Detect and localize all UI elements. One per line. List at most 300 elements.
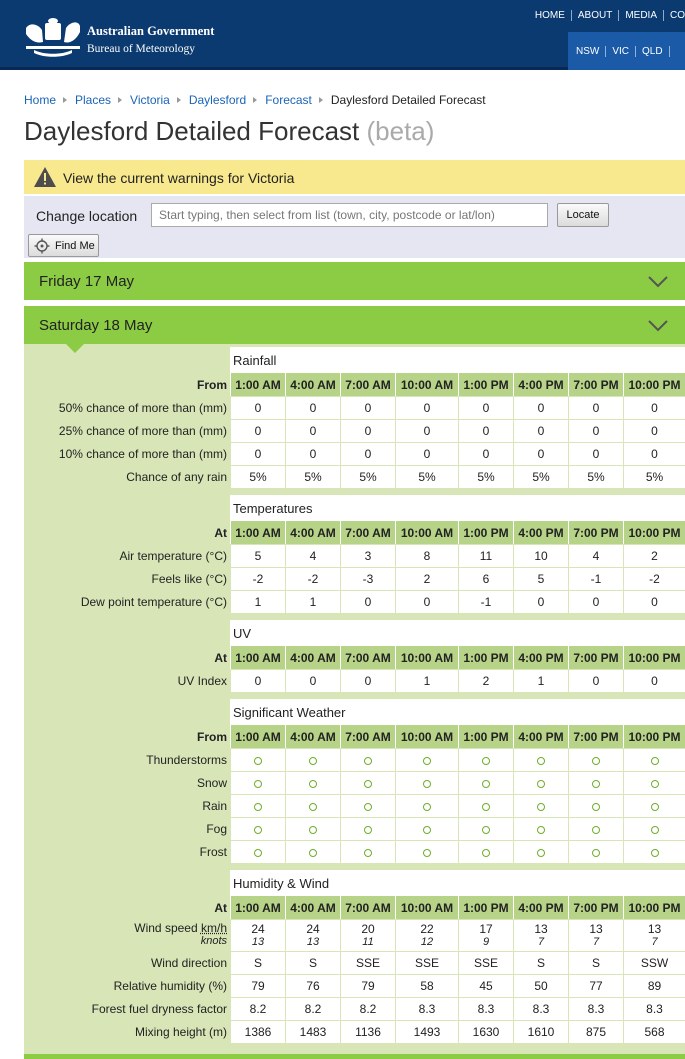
value-cell: 0 — [623, 669, 685, 692]
value-cell: 89 — [623, 974, 685, 997]
time-header: 4:00 PM — [513, 646, 568, 669]
breadcrumb-arrow-icon — [118, 97, 122, 103]
time-header: 4:00 AM — [285, 896, 340, 919]
value-cell: 5% — [458, 465, 513, 488]
value-cell: 0 — [568, 419, 623, 442]
change-location-panel — [24, 196, 685, 258]
clear-dot-icon — [482, 803, 490, 811]
time-header: 1:00 PM — [458, 725, 513, 748]
status-cell — [340, 840, 395, 863]
value-cell: 568 — [623, 1020, 685, 1043]
status-cell — [395, 748, 458, 771]
value-cell: 0 — [230, 669, 285, 692]
row-label: Fog — [206, 821, 227, 836]
wind-knots: 7 — [651, 935, 658, 948]
value-cell: 0 — [513, 590, 568, 613]
time-header: 4:00 AM — [285, 521, 340, 544]
status-cell — [458, 840, 513, 863]
clear-dot-icon — [592, 826, 600, 834]
chevron-down-icon — [648, 276, 668, 288]
time-header: 1:00 AM — [230, 521, 285, 544]
status-cell — [458, 817, 513, 840]
rainfall-table — [24, 373, 685, 488]
breadcrumb-arrow-icon — [319, 97, 323, 103]
value-cell: -3 — [340, 567, 395, 590]
time-header: 1:00 PM — [458, 521, 513, 544]
status-cell — [568, 794, 623, 817]
status-cell — [513, 794, 568, 817]
value-cell: 8.2 — [230, 997, 285, 1020]
status-cell — [623, 771, 685, 794]
wind-kmh: 13 — [534, 921, 548, 936]
status-cell — [340, 794, 395, 817]
breadcrumb-home[interactable]: Home — [24, 93, 57, 107]
value-cell: 45 — [458, 974, 513, 997]
row-label: At — [214, 900, 227, 915]
value-cell: -2 — [285, 567, 340, 590]
forecast-detail — [24, 344, 685, 1059]
row-label: From — [197, 377, 227, 392]
wind-kmh: 24 — [251, 921, 265, 936]
value-cell: 6 — [458, 567, 513, 590]
table-row — [24, 442, 685, 465]
clear-dot-icon — [592, 757, 600, 765]
status-cell — [458, 748, 513, 771]
time-header: 4:00 AM — [285, 725, 340, 748]
humidity-wind-table — [24, 896, 685, 1043]
status-cell — [285, 748, 340, 771]
kmh-unit[interactable]: km/h — [200, 921, 227, 935]
section-title: UV — [230, 620, 685, 646]
status-cell — [458, 794, 513, 817]
clear-dot-icon — [309, 780, 317, 788]
table-row — [24, 817, 685, 840]
breadcrumb-arrow-icon — [253, 97, 257, 103]
value-cell: 5% — [568, 465, 623, 488]
time-header: 4:00 PM — [513, 896, 568, 919]
find-me-label: Find Me — [55, 239, 95, 252]
day-header-saturday[interactable] — [24, 306, 685, 344]
time-header: 7:00 PM — [568, 373, 623, 396]
value-cell: 1386 — [230, 1020, 285, 1043]
warnings-link[interactable]: View the current warnings for Victoria — [63, 170, 295, 186]
value-cell: 1 — [285, 590, 340, 613]
value-cell: 76 — [285, 974, 340, 997]
value-cell: 0 — [458, 419, 513, 442]
clear-dot-icon — [651, 757, 659, 765]
value-cell: 77 — [568, 974, 623, 997]
value-cell: 5% — [285, 465, 340, 488]
clear-dot-icon — [537, 780, 545, 788]
row-label: Thunderstorms — [146, 752, 227, 767]
value-cell: 8 — [395, 544, 458, 567]
value-cell: 3 — [340, 544, 395, 567]
value-cell: 0 — [395, 419, 458, 442]
breadcrumb-current: Daylesford Detailed Forecast — [330, 93, 486, 107]
value-cell: 0 — [340, 669, 395, 692]
value-cell: 0 — [623, 396, 685, 419]
time-header: 1:00 AM — [230, 725, 285, 748]
row-label: Feels like (°C) — [151, 571, 227, 586]
table-row — [24, 794, 685, 817]
value-cell: 5% — [340, 465, 395, 488]
clear-dot-icon — [423, 849, 431, 857]
clear-dot-icon — [651, 803, 659, 811]
section-title: Rainfall — [230, 347, 685, 373]
time-header: 4:00 PM — [513, 725, 568, 748]
wind-knots: 7 — [537, 935, 545, 948]
state-divider — [669, 46, 670, 57]
row-label: Dew point temperature (°C) — [80, 594, 227, 609]
breadcrumb-daylesford[interactable]: Daylesford — [188, 93, 247, 107]
status-cell — [395, 840, 458, 863]
find-me-button[interactable] — [28, 234, 99, 257]
breadcrumb-places[interactable]: Places — [75, 93, 112, 107]
row-label: At — [214, 525, 227, 540]
nav-home[interactable]: HOME — [534, 9, 565, 21]
status-cell — [513, 817, 568, 840]
status-cell — [285, 840, 340, 863]
status-cell — [568, 771, 623, 794]
value-cell: 0 — [623, 419, 685, 442]
clear-dot-icon — [482, 826, 490, 834]
coat-of-arms-logo[interactable] — [20, 12, 86, 58]
time-header: 7:00 AM — [340, 646, 395, 669]
time-header: 4:00 PM — [513, 521, 568, 544]
breadcrumb — [24, 93, 486, 107]
time-header: 10:00 AM — [395, 521, 458, 544]
time-header: 10:00 AM — [395, 373, 458, 396]
row-label: Air temperature (°C) — [119, 548, 227, 563]
status-cell — [568, 817, 623, 840]
section-title: Significant Weather — [230, 699, 685, 725]
value-cell: 1136 — [340, 1020, 395, 1043]
clear-dot-icon — [537, 849, 545, 857]
wind-speed-cell — [513, 919, 568, 951]
status-cell — [568, 840, 623, 863]
wind-speed-cell — [458, 919, 513, 951]
state-nsw[interactable]: NSW — [576, 45, 600, 57]
value-cell: 1610 — [513, 1020, 568, 1043]
table-row — [24, 590, 685, 613]
clear-dot-icon — [309, 849, 317, 857]
nav-contact[interactable]: CO — [670, 9, 685, 21]
time-header: 7:00 AM — [340, 373, 395, 396]
value-cell: 0 — [285, 396, 340, 419]
status-cell — [340, 817, 395, 840]
header-row — [24, 725, 685, 748]
time-header: 10:00 AM — [395, 646, 458, 669]
value-cell: 10 — [513, 544, 568, 567]
value-cell: 4 — [568, 544, 623, 567]
status-cell — [285, 817, 340, 840]
value-cell: 4 — [285, 544, 340, 567]
nav-media[interactable]: MEDIA — [625, 9, 657, 21]
row-label: Frost — [199, 844, 227, 859]
row-label: Forest fuel dryness factor — [91, 1001, 227, 1016]
row-label: Rain — [202, 798, 227, 813]
row-label: 10% chance of more than (mm) — [58, 446, 227, 461]
value-cell: 0 — [513, 442, 568, 465]
clear-dot-icon — [423, 803, 431, 811]
value-cell: 0 — [568, 669, 623, 692]
table-row — [24, 974, 685, 997]
header-row — [24, 646, 685, 669]
day-label-friday: Friday 17 May — [39, 273, 135, 290]
value-cell: SSE — [395, 951, 458, 974]
value-cell: 1630 — [458, 1020, 513, 1043]
value-cell: 79 — [230, 974, 285, 997]
time-header: 7:00 PM — [568, 725, 623, 748]
clear-dot-icon — [309, 757, 317, 765]
chevron-down-icon — [648, 320, 668, 332]
time-header: 10:00 AM — [395, 896, 458, 919]
table-row — [24, 748, 685, 771]
status-cell — [230, 840, 285, 863]
value-cell: -1 — [458, 590, 513, 613]
row-label: Wind direction — [150, 955, 227, 970]
clear-dot-icon — [651, 849, 659, 857]
wind-speed-label — [24, 919, 230, 951]
clear-dot-icon — [482, 757, 490, 765]
value-cell: 11 — [458, 544, 513, 567]
state-vic[interactable]: VIC — [612, 45, 630, 57]
value-cell: 58 — [395, 974, 458, 997]
page-title-text: Daylesford Detailed Forecast — [24, 116, 360, 146]
value-cell: 0 — [513, 419, 568, 442]
value-cell: 1 — [513, 669, 568, 692]
expanded-indicator — [66, 344, 84, 353]
clear-dot-icon — [364, 803, 372, 811]
status-cell — [623, 817, 685, 840]
value-cell: SSE — [340, 951, 395, 974]
time-header: 10:00 PM — [623, 725, 685, 748]
beta-label: (beta) — [366, 116, 435, 146]
time-header: 7:00 PM — [568, 646, 623, 669]
row-label: UV Index — [177, 673, 227, 688]
clear-dot-icon — [254, 803, 262, 811]
time-header: 7:00 AM — [340, 896, 395, 919]
time-header: 10:00 AM — [395, 725, 458, 748]
value-cell: 0 — [340, 396, 395, 419]
status-cell — [285, 794, 340, 817]
day-header-friday[interactable] — [24, 262, 685, 300]
status-cell — [340, 771, 395, 794]
wind-speed-cell — [395, 919, 458, 951]
value-cell: 0 — [340, 419, 395, 442]
clear-dot-icon — [651, 780, 659, 788]
status-cell — [285, 771, 340, 794]
value-cell: 0 — [395, 590, 458, 613]
status-cell — [395, 771, 458, 794]
value-cell: 5 — [513, 567, 568, 590]
status-cell — [623, 794, 685, 817]
location-search-input[interactable] — [151, 203, 548, 227]
value-cell: 5% — [395, 465, 458, 488]
breadcrumb-forecast[interactable]: Forecast — [265, 93, 312, 107]
value-cell: 2 — [458, 669, 513, 692]
wind-speed-cell — [340, 919, 395, 951]
time-header: 1:00 PM — [458, 373, 513, 396]
bureau-label: Bureau of Meteorology — [87, 43, 195, 55]
value-cell: SSE — [458, 951, 513, 974]
status-cell — [395, 794, 458, 817]
state-qld[interactable]: QLD — [642, 45, 663, 57]
clear-dot-icon — [423, 757, 431, 765]
value-cell: 0 — [513, 396, 568, 419]
clear-dot-icon — [537, 757, 545, 765]
clear-dot-icon — [254, 849, 262, 857]
time-header: 4:00 AM — [285, 646, 340, 669]
value-cell: 0 — [395, 442, 458, 465]
value-cell: 0 — [458, 442, 513, 465]
status-cell — [623, 748, 685, 771]
uv-table — [24, 646, 685, 692]
time-header: 4:00 PM — [513, 373, 568, 396]
section-title: Humidity & Wind — [230, 870, 685, 896]
value-cell: 0 — [458, 396, 513, 419]
clear-dot-icon — [364, 826, 372, 834]
table-row — [24, 544, 685, 567]
breadcrumb-arrow-icon — [63, 97, 67, 103]
value-cell: 8.3 — [623, 997, 685, 1020]
table-row — [24, 396, 685, 419]
wind-kmh: 20 — [361, 921, 375, 936]
value-cell: S — [568, 951, 623, 974]
value-cell: 5 — [230, 544, 285, 567]
table-row — [24, 465, 685, 488]
wind-kmh: 17 — [479, 921, 493, 936]
value-cell: 8.3 — [458, 997, 513, 1020]
value-cell: -2 — [230, 567, 285, 590]
clear-dot-icon — [364, 780, 372, 788]
value-cell: 0 — [340, 442, 395, 465]
warning-icon — [33, 166, 57, 188]
header-row — [24, 373, 685, 396]
clear-dot-icon — [537, 803, 545, 811]
wind-kmh: 13 — [647, 921, 662, 936]
state-nav — [568, 32, 685, 70]
value-cell: S — [230, 951, 285, 974]
value-cell: 79 — [340, 974, 395, 997]
wind-knots: 12 — [420, 935, 434, 948]
time-header: 10:00 PM — [623, 896, 685, 919]
value-cell: 2 — [395, 567, 458, 590]
next-day-bar-edge — [24, 1054, 685, 1059]
status-cell — [395, 817, 458, 840]
value-cell: 5% — [513, 465, 568, 488]
time-header: 1:00 PM — [458, 646, 513, 669]
value-cell: 5% — [230, 465, 285, 488]
clear-dot-icon — [254, 780, 262, 788]
clear-dot-icon — [482, 780, 490, 788]
row-label: Mixing height (m) — [134, 1024, 227, 1039]
value-cell: 0 — [230, 442, 285, 465]
row-label: 50% chance of more than (mm) — [58, 400, 227, 415]
time-header: 7:00 PM — [568, 896, 623, 919]
status-cell — [458, 771, 513, 794]
status-cell — [513, 771, 568, 794]
wind-speed-cell — [623, 919, 685, 951]
value-cell: 0 — [285, 419, 340, 442]
warnings-banner[interactable] — [24, 160, 685, 194]
status-cell — [513, 840, 568, 863]
status-cell — [230, 771, 285, 794]
significant-weather-table — [24, 725, 685, 863]
time-header: 7:00 AM — [340, 725, 395, 748]
value-cell: 0 — [340, 590, 395, 613]
time-header: 7:00 AM — [340, 521, 395, 544]
clear-dot-icon — [651, 826, 659, 834]
value-cell: 0 — [623, 442, 685, 465]
header-row — [24, 521, 685, 544]
value-cell: -1 — [568, 567, 623, 590]
wind-speed-text: Wind speed — [134, 921, 198, 935]
status-cell — [340, 748, 395, 771]
table-row — [24, 771, 685, 794]
value-cell: 1 — [395, 669, 458, 692]
time-header: 7:00 PM — [568, 521, 623, 544]
value-cell: 8.3 — [513, 997, 568, 1020]
value-cell: 0 — [395, 396, 458, 419]
nav-about[interactable]: ABOUT — [577, 9, 613, 21]
value-cell: -2 — [623, 567, 685, 590]
wind-speed-cell — [230, 919, 285, 951]
breadcrumb-victoria[interactable]: Victoria — [130, 93, 170, 107]
value-cell: 0 — [230, 419, 285, 442]
clear-dot-icon — [309, 826, 317, 834]
status-cell — [230, 817, 285, 840]
time-header: 1:00 AM — [230, 373, 285, 396]
wind-kmh: 13 — [589, 921, 603, 936]
status-cell — [230, 794, 285, 817]
time-header: 10:00 PM — [623, 646, 685, 669]
government-label: Australian Government — [87, 24, 215, 38]
crosshair-icon — [34, 238, 50, 254]
row-label: From — [197, 729, 227, 744]
row-label: Relative humidity (%) — [113, 978, 227, 993]
value-cell: 8.3 — [395, 997, 458, 1020]
value-cell: S — [285, 951, 340, 974]
status-cell — [623, 840, 685, 863]
wind-knots: 13 — [306, 935, 320, 948]
header-row — [24, 896, 685, 919]
wind-kmh: 22 — [420, 921, 434, 936]
table-row — [24, 419, 685, 442]
clear-dot-icon — [592, 803, 600, 811]
row-label: Snow — [196, 775, 227, 790]
clear-dot-icon — [309, 803, 317, 811]
row-label: 25% chance of more than (mm) — [58, 423, 227, 438]
status-cell — [230, 748, 285, 771]
value-cell: 1 — [230, 590, 285, 613]
clear-dot-icon — [482, 849, 490, 857]
value-cell: 5% — [623, 465, 685, 488]
value-cell: 8.2 — [340, 997, 395, 1020]
value-cell: 2 — [623, 544, 685, 567]
value-cell: S — [513, 951, 568, 974]
value-cell: SSW — [623, 951, 685, 974]
table-row — [24, 567, 685, 590]
table-row — [24, 997, 685, 1020]
locate-button[interactable] — [557, 203, 609, 227]
table-row — [24, 840, 685, 863]
table-row — [24, 951, 685, 974]
clear-dot-icon — [423, 826, 431, 834]
wind-knots: 9 — [482, 935, 490, 948]
value-cell: 0 — [285, 442, 340, 465]
value-cell: 50 — [513, 974, 568, 997]
